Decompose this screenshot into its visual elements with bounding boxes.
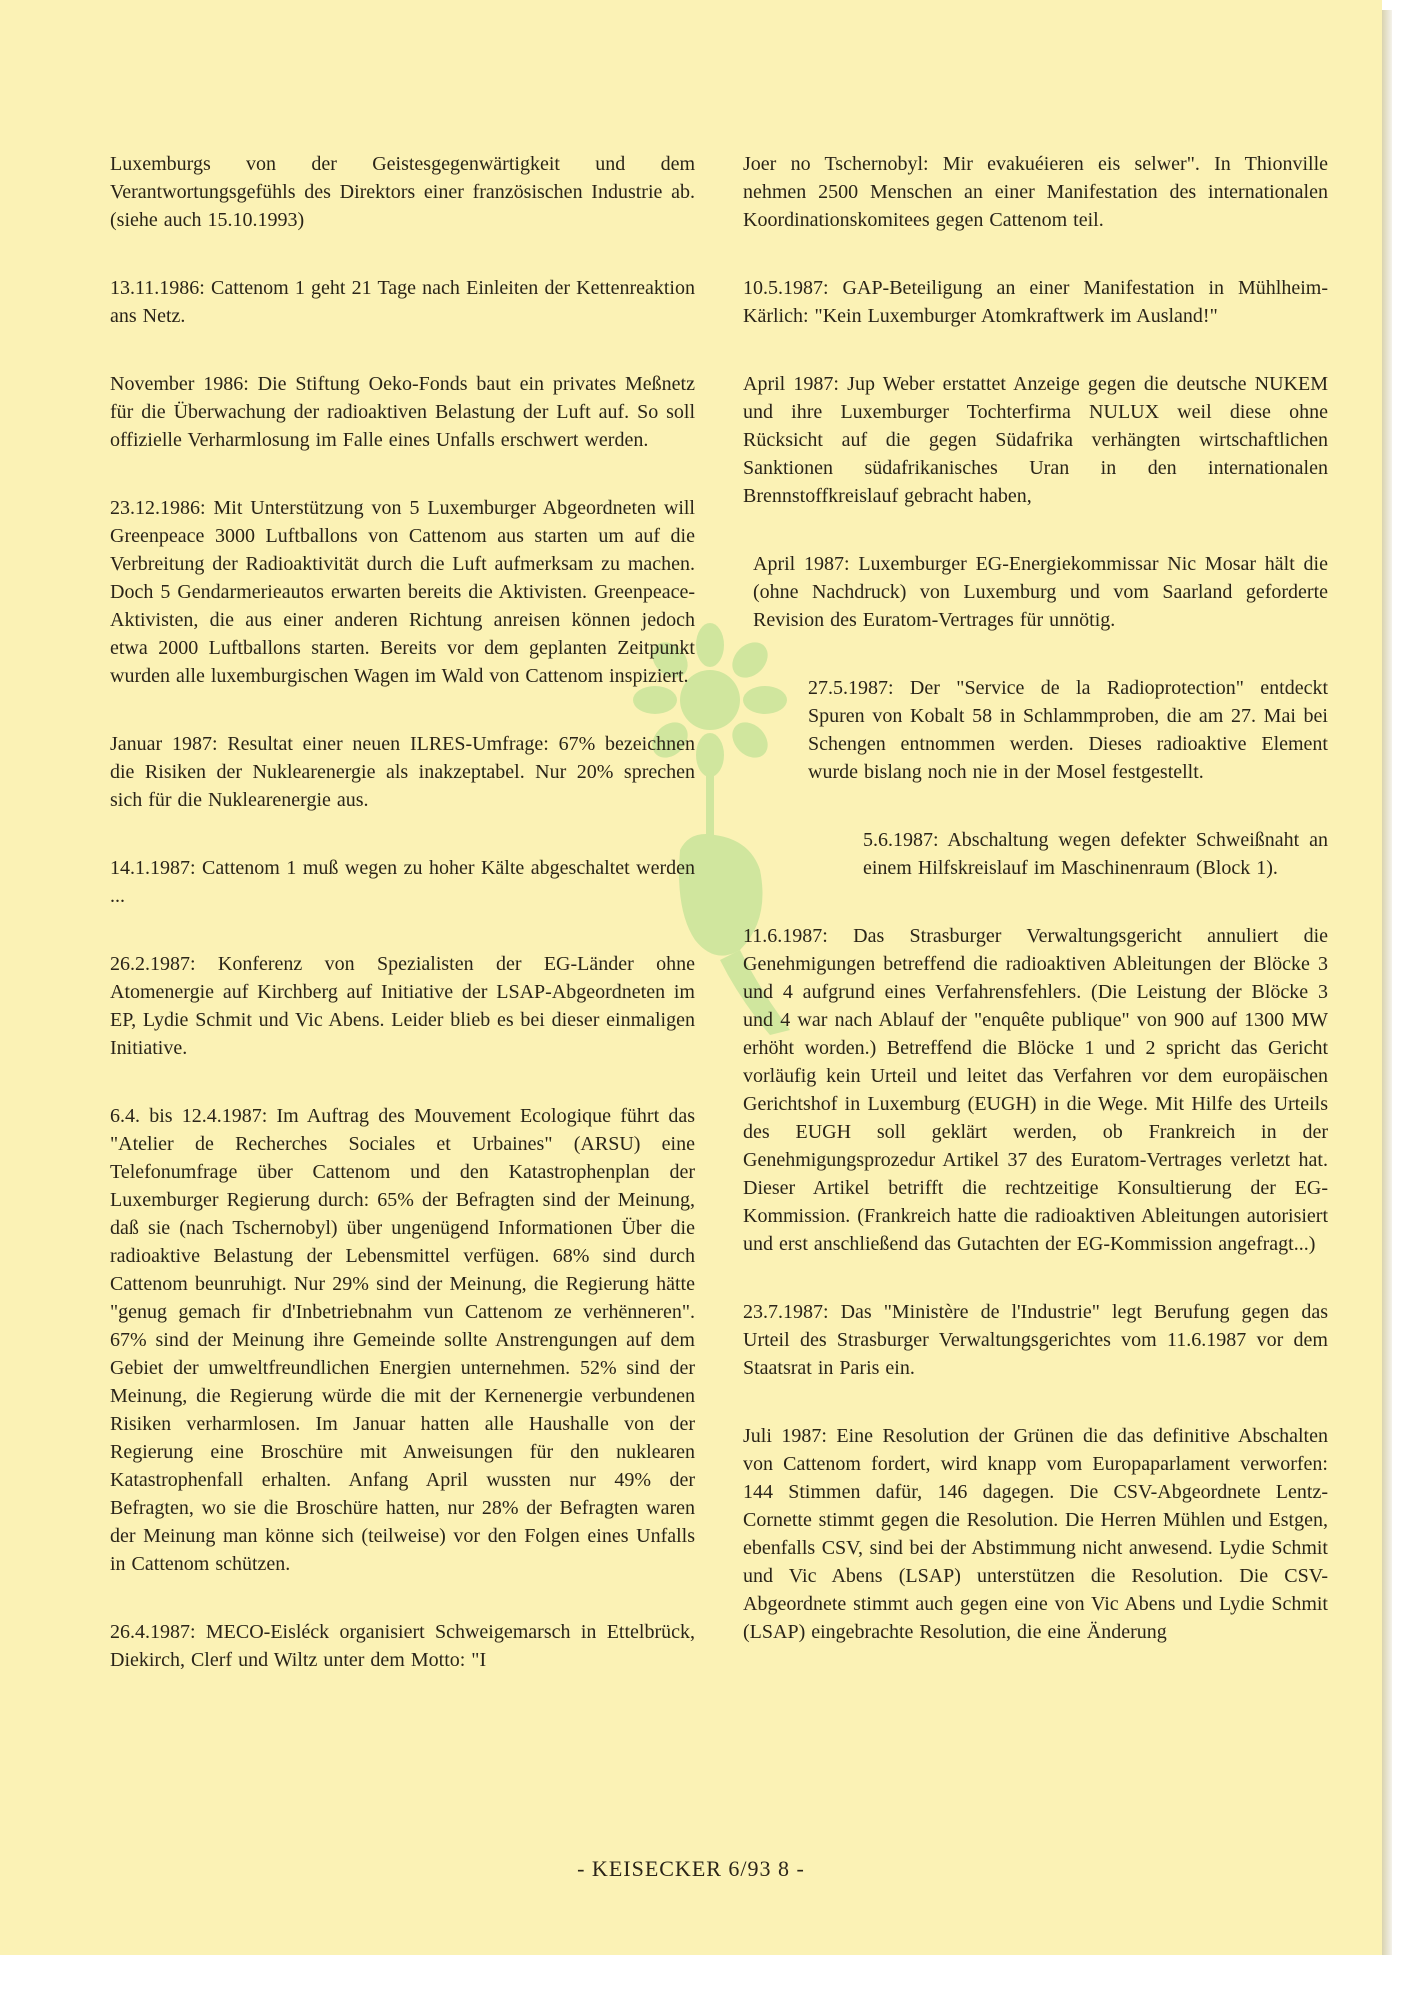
chronicle-entry: November 1986: Die Stiftung Oeko-Fonds baut ein privates Meßnetz für die Überwachung der radioaktiven Belastung der Luft auf. So soll offizielle Verharmlosung im Falle eines Unfalls erschwert werden.: [110, 373, 695, 451]
chronicle-entry: 14.1.1987: Cattenom 1 muß wegen zu hoher Kälte abgeschaltet werden ...: [110, 857, 695, 907]
chronicle-entry: Juli 1987: Eine Resolution der Grünen die das definitive Abschalten von Cattenom fordert, wird knapp vom Europaparlament verworfen: 144 Stimmen dafür, 146 dagegen. Die CSV-Abgeordnete Lentz-Cornette stimmt gegen die Resolution. Die Herren Mühlen und Estgen, ebenfalls CSV, sind bei der Abstimmung nicht anwesend. Lydie Schmit und Vic Abens (LSAP) unterstützen die Resolution. Die CSV-Abgeordnete stimmt auch gegen eine von Vic Abens und Lydie Schmit (LSAP) eingebrachte Resolution, die eine Änderung: [743, 1425, 1328, 1643]
chronicle-entry: April 1987: Jup Weber erstattet Anzeige gegen die deutsche NUKEM und ihre Luxemburger Tochterfirma NULUX weil diese ohne Rücksicht auf die gegen Südafrika verhängten wirtschaftlichen Sanktionen südafrikanisches Uran in den internationalen Brennstoffkreislauf gebracht haben,: [743, 373, 1328, 507]
chronicle-entry: 6.4. bis 12.4.1987: Im Auftrag des Mouvement Ecologique führt das "Atelier de Recherches Sociales et Urbaines" (ARSU) eine Telefonumfrage über Cattenom und den Katastrophenplan der Luxemburger Regierung durch: 65% der Befragten sind der Meinung, daß sie (nach Tschernobyl) über ungenügend Informationen Über die radioaktive Belastung der Lebensmittel verfügen. 68% sind durch Cattenom beunruhigt. Nur 29% sind der Meinung, die Regierung hätte "genug gemach fir d'Inbetriebnahm vun Cattenom ze verhënneren". 67% sind der Meinung ihre Gemeinde sollte Anstrengungen auf dem Gebiet der umweltfreundlichen Energien unternehmen. 52% sind der Meinung, die Regierung würde die mit der Kernenergie verbundenen Risiken verharmlosen. Im Januar hatten alle Haushalle von der Regierung eine Broschüre mit Anweisungen für den nuklearen Katastrophenfall erhalten. Anfang April wussten nur 49% der Befragten, wo sie die Broschüre hatten, nur 28% der Befragten waren der Meinung man könne sich (teilweise) vor den Folgen eines Unfalls in Cattenom schützen.: [110, 1105, 695, 1575]
chronicle-entry: 11.6.1987: Das Strasburger Verwaltungsgericht annuliert die Genehmigungen betreffend die radioaktiven Ableitungen der Blöcke 3 und 4 aufgrund eines Verfahrensfehlers. (Die Leistung der Blöcke 3 und 4 war nach Ablauf der "enquête publique" von 900 auf 1300 MW erhöht worden.) Betreffend die Blöcke 1 und 2 spricht das Gericht vorläufig kein Urteil und leitet das Verfahren vor dem europäischen Gerichtshof in Luxemburg (EUGH) in die Wege. Mit Hilfe des Urteils des EUGH soll geklärt werden, ob Frankreich in der Genehmigungsprozedur Artikel 37 des Euratom-Vertrages verletzt hat. Dieser Artikel betrifft die rechtzeitige Konsultierung der EG-Kommission. (Frankreich hatte die radioaktiven Ableitungen autorisiert und erst anschließend das Gutachten der EG-Kommission angefragt...): [743, 925, 1328, 1255]
chronicle-entry: 10.5.1987: GAP-Beteiligung an einer Manifestation in Mühlheim-Kärlich: "Kein Luxemburger Atomkraftwerk im Ausland!": [743, 277, 1328, 327]
left-column: [110, 150, 695, 1674]
chronicle-entry: Joer no Tschernobyl: Mir evakuéieren eis selwer". In Thionville nehmen 2500 Menschen an einer Manifestation des internationalen Koordinationskomitees gegen Cattenom teil.: [743, 153, 1328, 231]
page-edge-shadow: [1382, 10, 1392, 1955]
chronicle-entry: 13.11.1986: Cattenom 1 geht 21 Tage nach Einleiten der Kettenreaktion ans Netz.: [110, 277, 695, 327]
chronicle-entry: April 1987: Luxemburger EG-Energiekommissar Nic Mosar hält die (ohne Nachdruck) von Luxemburg und vom Saarland geforderte Revision des Euratom-Vertrages für unnötig.: [753, 553, 1328, 631]
chronicle-entry: Januar 1987: Resultat einer neuen ILRES-Umfrage: 67% bezeichnen die Risiken der Nuklearenergie als inakzeptabel. Nur 20% sprechen sich für die Nuklearenergie aus.: [110, 733, 695, 811]
chronicle-entry: 23.12.1986: Mit Unterstützung von 5 Luxemburger Abgeordneten will Greenpeace 3000 Luftballons von Cattenom aus starten um auf die Verbreitung der Radioaktivität durch die Luft aufmerksam zu machen. Doch 5 Gendarmerieautos erwarten bereits die Aktivisten. Greenpeace-Aktivisten, die aus einer anderen Richtung anreisen können jedoch etwa 2000 Luftballons starten. Bereits vor dem geplanten Zeitpunkt wurden alle luxemburgischen Wagen im Wald von Cattenom inspiziert.: [110, 497, 695, 687]
chronicle-entry: 26.2.1987: Konferenz von Spezialisten der EG-Länder ohne Atomenergie auf Kirchberg auf Initiative der LSAP-Abgeordneten im EP, Lydie Schmit und Vic Abens. Leider blieb es bei dieser einmaligen Initiative.: [110, 953, 695, 1059]
chronicle-entry: 26.4.1987: MECO-Eisléck organisiert Schweigemarsch in Ettelbrück, Diekirch, Clerf und Wiltz unter dem Motto: "I: [110, 1621, 695, 1671]
right-column: [743, 150, 1328, 1646]
chronicle-entry: 27.5.1987: Der "Service de la Radioprotection" entdeckt Spuren von Kobalt 58 in Schlammproben, die am 27. Mai bei Schengen entnommen werden. Dieses radioaktive Element wurde bislang noch nie in der Mosel festgestellt.: [808, 677, 1328, 783]
chronicle-entry: 5.6.1987: Abschaltung wegen defekter Schweißnaht an einem Hilfskreislauf im Maschinenraum (Block 1).: [863, 829, 1328, 879]
chronicle-entry: 23.7.1987: Das "Ministère de l'Industrie" legt Berufung gegen das Urteil des Strasburger Verwaltungsgerichtes vom 11.6.1987 vor dem Staatsrat in Paris ein.: [743, 1301, 1328, 1379]
chronicle-entry: Luxemburgs von der Geistesgegenwärtigkeit und dem Verantwortungsgefühls des Direktors einer französischen Industrie ab. (siehe auch 15.10.1993): [110, 153, 695, 231]
page-footer: - KEISECKER 6/93 8 -: [577, 1856, 805, 1881]
